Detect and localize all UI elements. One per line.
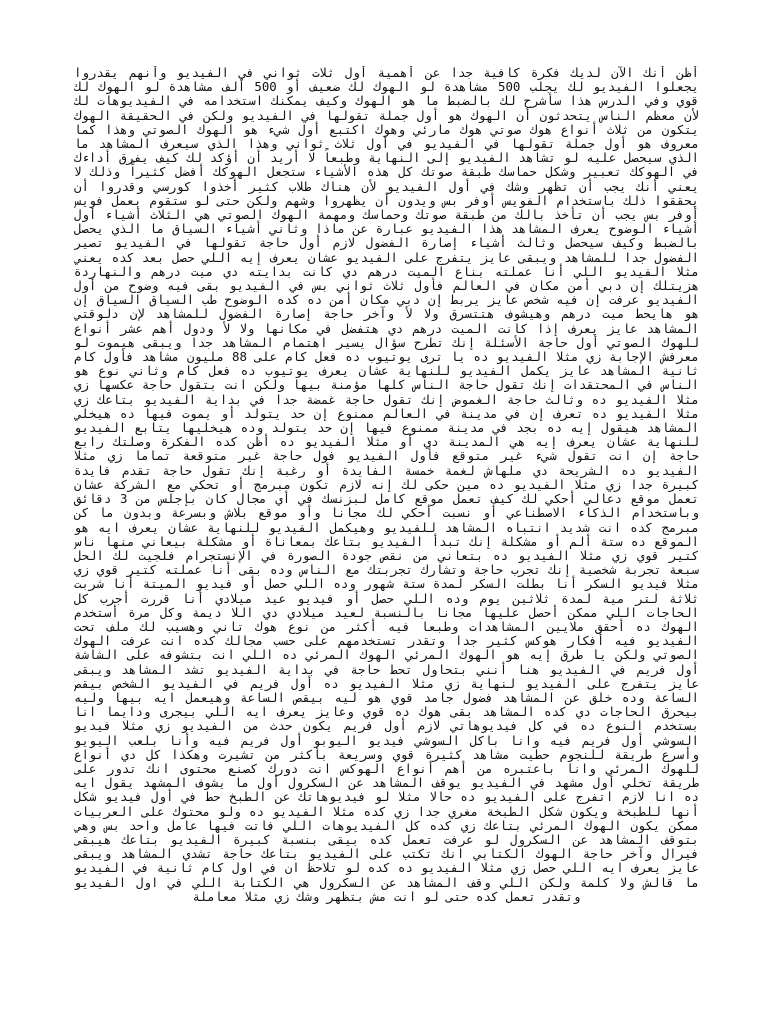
document-page [74,66,699,946]
body-paragraph: أظن أنك الآن لديك فكرة كافية جداً عن أهمية أول ثلات ثواني في الفيديو وأنهم يقدروا يجعلوا الفيديو لك يجلب 500 مشاهدة لو الهوك لك ضعيف أو 500 ألف مشاهدة لو الهوك لك قوي وفي الدرس هذا سأشرح لك بالضبط ما هو الهوك وكيف يمكنك استخدامه في الفيديوهات لك لأن معظم الناس يتحدثون أن الهوك هو أول جملة تقولها في الفيديو ولكن في الحقيقة الهوك يتكون من ثلاث أنواع هوك صوتي هوك مارئي وهوك اكتبع أول شيء هو الهوك الصوتي وهذا كما معروف هو أول جملة تقولها في الفيديو في أول ثلاث ثواني وهذا الذي سيعرف المشاهد ما الذي سيحصل عليه لو تشاهد الفيديو إلى النهاية وطبعاً لا أريد أن أؤكد لك كيف يفرق أداءك في الهوكك تعبير وشكل حماسك طبقة صوتك كل هذه الأشياء ستجعل الهوكك أفضل كثيراً وذلك لا يعني أنك يجب أن تظهر وشك في أول الفيديو لأن هناك طلاب كثير أخذوا كورسي وقدروا أن يحققوا ذلك باستخدام الفويس أوفر بس ويدون أن يظهروا وشهم ولكن حتى لو ستقوم بعمل فويس أوفر بس يجب أن تأخذ بالك من طبقة صوتك وحماسك ومهمة الهوك الصوتي هي الثلاث أشياء أول أشياء الوضوح يعرف المشاهد هذا الفيديو عبارة عن ماذا وثاني أشياء السياق ما الذي يحصل بالضبط وكيف سيحصل وثالث أشياء إصارة الفضول لازم أول حاجة تقولها في الفيديو تصير الفضول جدا للمشاهد ويبقى عايز يتفرج على الفيديو عشان يعرف إيه اللي حصل بعد كده يعني مثلا الفيديو اللي أنا عملته بناع الميت درهم دي كانت بدايته دي ميت درهم والنهاردة هزيتلك إن دبي أمن مكان في العالم فأول ثلاث ثواني بس في الفيديو بقى فيه وضوح من أول الفيديو عرفت إن فيه شخص عايز يربط إن دبي مكان أمن ده كده الوضوح طب السياق السياق إن هو هايحط ميت درهم وهيشوف هتتسرق ولا لأ وآخر حاجة إصارة الفضول للمشاهد لإن دلوقتي المشاهد عايز يعرف إذا كانت الميت درهم دي هتفضل في مكانها ولا لأ ودول أهم عشر أنواع للهوك الصوتي أول حاجة الأسئلة إنك تطرح سؤال يسير اهتمام المشاهد جدا ويبقى هيموت لو معرفش الإجابة زي مثلا الفيديو ده يا ترى يوتيوب ده فعل كام على 88 مليون مشاهد فأول كام ثانية المشاهد عايز يكمل الفيديو للنهاية عشان يعرف يوتيوب ده فعل كام وثاني نوع هو الناس في المحتقدات إنك تقول حاجة الناس كلها مؤمنة بيها ولكن انت بتقول حاجة عكسها زي مثلا الفيديو ده وثالث حاجة الغموض إنك تقول حاجة غمضة جدا في بداية الفيديو بتاعك زي مثلا الفيديو ده تعرف إن في مدينة في العالم ممنوع إن حد يتولد أو يموت فيها ده هيخلي المشاهد هيقول إيه ده بجد في مدينة ممنوع فيها إن حد يتولد وده هيخليها يتابع الفيديو للنهاية عشان يعرف إيه هي المدينة دي أو مثلا الفيديو ده أظن كده الفكرة وصلتك رابع حاجة إن انت تقول شيء غير متوقع فأول الفيديو فول حاجة غير متوقعة تماما زي مثلا الفيديو ده الشريحة دي ملهاش لغمة خمسة الفايدة أو رغبة إنك تقول حاجة تقدم فايدة كبيرة جدا زي مثلا الفيديو ده مين حكى لك إنه لازم تكون مبرمج أو تحكي مع الشركة عشان تعمل موقع دعالي أحكي لك كيف تعمل موقع كامل لبزنسك في أي مجال كان بإجلس من 3 دقائق وباستخدام الذكاء الاصطناعي أو نسبت أحكي لك مجانا وأو موقع بلاش وبسرعة وبدون ما كن مبرمج كده انت شديد انتباه المشاهد للفيديو وهيكمل الفيديو للنهاية عشان يعرف ايه هو الموقع ده ستة ألم أو مشكلة إنك تبدأ الفيديو بتاعك بمعاناة أو مشكلة بيعاني منها ناس كتير قوي زي مثلا الفيديو ده بتعاني من نقص جودة الصورة في الإنستجرام فلجيت لك الحل سبعة تجربة شخصية إنك تجرب حاجة وتشارك تجربتك مع الناس وده بقى أنا عملته كتير قوي زي مثلا فيديو السكر أنا بطلت السكر لمدة ستة شهور وده اللي حصل أو فيديو الميتة أنا شربت ثلاثة لتر مية لمدة ثلاثين يوم وده اللي حصل أو فيديو عيد ميلادي أنا قررت أجرب كل الحاجات اللي ممكن أحصل عليها مجانا بالنسبة لعيد ميلادي دي اللا ديمة وكل مرة أستخدم الهوك ده أحقق ملايين المشاهدات وطبعا فيه أكثر من نوع هوك تاني وهسيب لك ملف تحت الفيديو فيه أفكار هوكس كثير جدا وتقدر تستخدمهم على حسب مجالك كده انت عرفت الهوك الصوتي ولكن يا طرق إيه هو الهوك المرئي الهوك المرئي ده اللي انت بتشوفه على الشاشة أول فريم في الفيديو هنا أنني بتحاول تحط حاجة في بداية الفيديو تشد المشاهد ويبقى عايز يتفرج على الفيديو لنهاية زي مثلا الفيديو ده أول فريم في الفيديو الشخص بيقص الساعة وده خلق عن المشاهد فضول جامد قوي هو ليه بيقص الساعة وهيعمل ايه بيها وليه بيحرق الحاجات دي كده المشاهد بقى هوك ده قوي وعايز يعرف ايه اللي بيجرى ودايما انا بستخدم النوع ده في كل فيديوهاتي لازم أول فريم يكون حدث من الفيديو زي مثلا فيديو السوشي أول فريم فيه وانا باكل السوشي فيديو اليوبو أول فريم فيه وأنا بلعب اليويو وأسرع طريقة للنجوم حطيت مشاهد كثيرة قوي وسريعة بأكثر من تشيرت وهكذا كل دي أنواع للهوك المرئي وانا باعتبره من أهم أنواع الهوكس انت دورك كصنع محتوى انك تدور على طريقة تخلي أول مشهد في الفيديو يوقف المشاهد عن السكرول أول ما يشوف المشهد يقول ايه ده انا لازم اتفرج على الفيديو ده حالا مثلا لو فيديوهاتك عن الطبخ حط في أول فيديو شكل أنها للطبخة ويكون شكل الطبخة مغري جدا زي كده مثلا الفيديو ده ولو محتوك على العربيات ممكن يكون الهوك المرئي بتاعك زي كده كل الفيديوهات اللي فاتت فيها عامل واحد بس وهي بتوقف المشاهد عن السكرول لو عرفت تعمل كده بيقى بنسبة كبيرة الفيديو بتاعك هيبقى فيرال وآخر حاجة الهوك الكتابي انك تكتب على الفيديو بتاعك حاجة تشدي المشاهد ويبقى عايز يعرف ايه اللي حصل زي مثلا الفيديو ده كده لو تلاحظ ان في اول كام ثانية في الفيديو ما قالش ولا كلمة ولكن اللي وقف المشاهد عن السكرول هي الكتابة اللي في اول الفيديو وتقدر تعمل كده حتى لو انت مش بتظهر وشك زي مثلا معاملة [74,66,699,904]
